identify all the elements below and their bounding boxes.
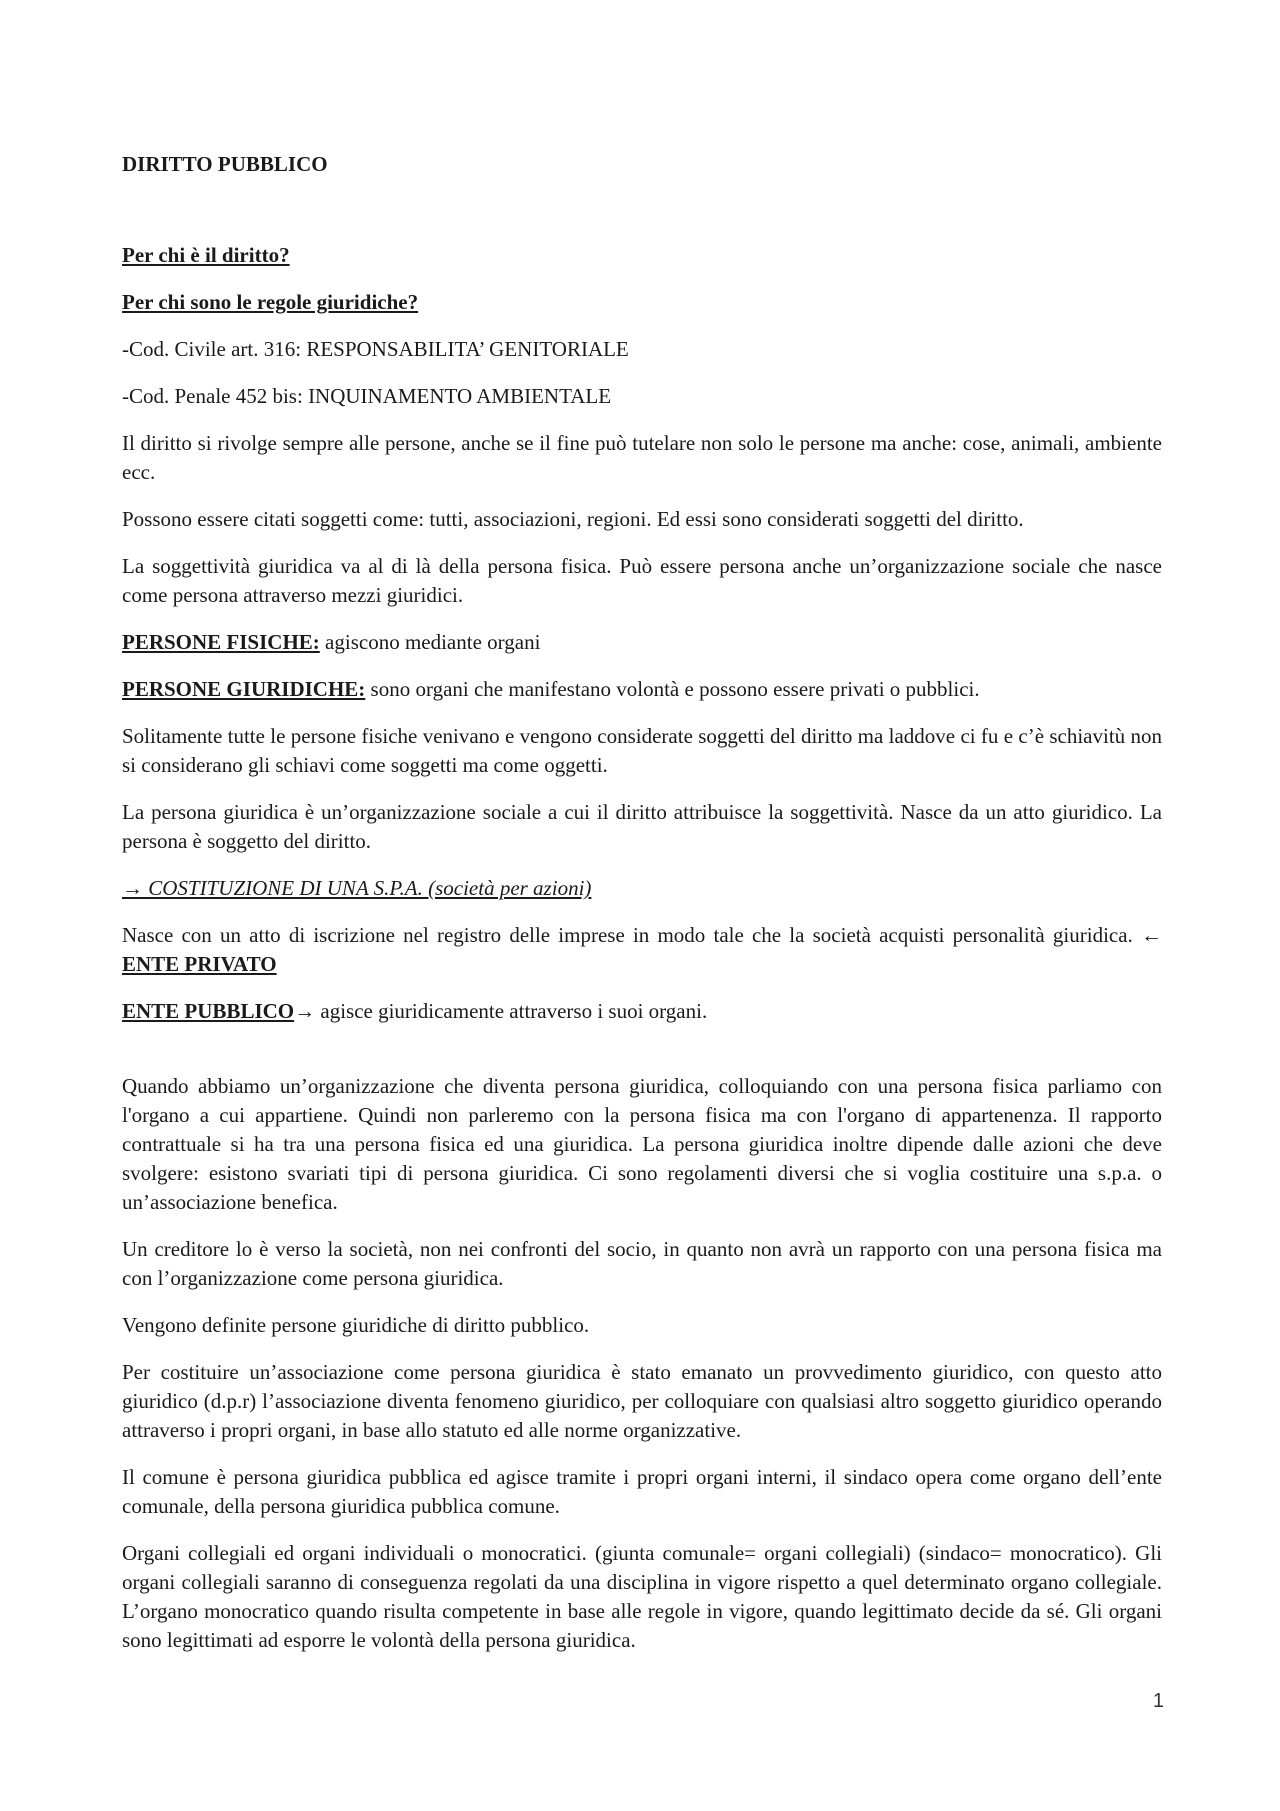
question-heading-1: Per chi è il diritto? bbox=[122, 243, 290, 267]
paragraph-organi: Organi collegiali ed organi individuali o monocratici. (giunta comunale= organi collegiali) (sindaco= monocratico). Gli organi collegiali saranno di conseguenza regolati da una disciplina in vigore rispetto a quel determinato organo collegiale. L’organo monocratico quando risulta competente in base alle regole in vigore, quando legittimato decide da sé. Gli organi sono legittimati ad esporre le volontà della persona giuridica. bbox=[122, 1541, 1162, 1652]
paragraph-comune: Il comune è persona giuridica pubblica ed agisce tramite i propri organi interni, il sindaco opera come organo dell’ente comunale, della persona giuridica pubblica comune. bbox=[122, 1465, 1162, 1518]
persone-fisiche-line bbox=[122, 628, 1162, 657]
persone-fisiche-label: PERSONE FISICHE: bbox=[122, 630, 320, 654]
document-body bbox=[122, 150, 1162, 1673]
paragraph-vengono: Vengono definite persone giuridiche di diritto pubblico. bbox=[122, 1313, 590, 1337]
paragraph-quando: Quando abbiamo un’organizzazione che diventa persona giuridica, colloquiando con una persona fisica parliamo con l'organo a cui appartiene. Quindi non parleremo con la persona fisica ma con l'organo di appartenenza. Il rapporto contrattuale si ha tra una persona fisica ed una giuridica. La persona giuridica inoltre dipende dalle azioni che deve svolgere: esistono svariati tipi di persona giuridica. Ci sono regolamenti diversi che si voglia costituire una s.p.a. o un’associazione benefica. bbox=[122, 1074, 1162, 1214]
paragraph-citati: Possono essere citati soggetti come: tutti, associazioni, regioni. Ed essi sono considerati soggetti del diritto. bbox=[122, 507, 1024, 531]
question-heading-2: Per chi sono le regole giuridiche? bbox=[122, 290, 419, 314]
paragraph-nasce bbox=[122, 921, 1162, 979]
ente-pubblico-label: ENTE PUBBLICO bbox=[122, 999, 295, 1023]
paragraph-persona-giuridica: La persona giuridica è un’organizzazione sociale a cui il diritto attribuisce la soggettività. Nasce da un atto giuridico. La persona è soggetto del diritto. bbox=[122, 800, 1162, 853]
ente-pubblico-text: → agisce giuridicamente attraverso i suoi organi. bbox=[294, 999, 708, 1023]
persone-giuridiche-text: sono organi che manifestano volontà e possono essere privati o pubblici. bbox=[365, 677, 980, 701]
costituzione-spa-heading bbox=[122, 874, 1162, 903]
persone-fisiche-text: agiscono mediante organi bbox=[319, 630, 541, 654]
page-number: 1 bbox=[1152, 1690, 1164, 1712]
persone-giuridiche-label: PERSONE GIURIDICHE: bbox=[122, 677, 366, 701]
document-title: DIRITTO PUBBLICO bbox=[122, 152, 328, 176]
paragraph-nasce-text: Nasce con un atto di iscrizione nel registro delle imprese in modo tale che la società acquisti personalità giuridica. ← bbox=[122, 923, 1162, 947]
paragraph-creditore: Un creditore lo è verso la società, non nei confronti del socio, in quanto non avrà un rapporto con una persona fisica ma con l’organizzazione come persona giuridica. bbox=[122, 1237, 1162, 1290]
paragraph-spacer bbox=[122, 1044, 1162, 1072]
code-penale-line: -Cod. Penale 452 bis: INQUINAMENTO AMBIENTALE bbox=[122, 384, 612, 408]
paragraph-rivolge: Il diritto si rivolge sempre alle persone, anche se il fine può tutelare non solo le persone ma anche: cose, animali, ambiente ecc. bbox=[122, 431, 1162, 484]
paragraph-soggettivita: La soggettività giuridica va al di là della persona fisica. Può essere persona anche un’organizzazione sociale che nasce come persona attraverso mezzi giuridici. bbox=[122, 554, 1162, 607]
paragraph-costituire: Per costituire un’associazione come persona giuridica è stato emanato un provvedimento giuridico, con questo atto giuridico (d.p.r) l’associazione diventa fenomeno giuridico, per colloquiare con qualsiasi altro soggetto giuridico operando attraverso i propri organi, in base allo statuto ed alle norme organizzative. bbox=[122, 1360, 1162, 1442]
ente-privato-label: ENTE PRIVATO bbox=[122, 952, 277, 976]
costituzione-spa-text: → COSTITUZIONE DI UNA S.P.A. (società per azioni) bbox=[122, 876, 592, 900]
persone-giuridiche-line bbox=[122, 675, 1162, 704]
ente-pubblico-line bbox=[122, 997, 1162, 1026]
paragraph-solitamente: Solitamente tutte le persone fisiche venivano e vengono considerate soggetti del diritto ma laddove ci fu e c’è schiavitù non si considerano gli schiavi come soggetti ma come oggetti. bbox=[122, 724, 1162, 777]
code-civile-line: -Cod. Civile art. 316: RESPONSABILITA’ GENITORIALE bbox=[122, 337, 629, 361]
